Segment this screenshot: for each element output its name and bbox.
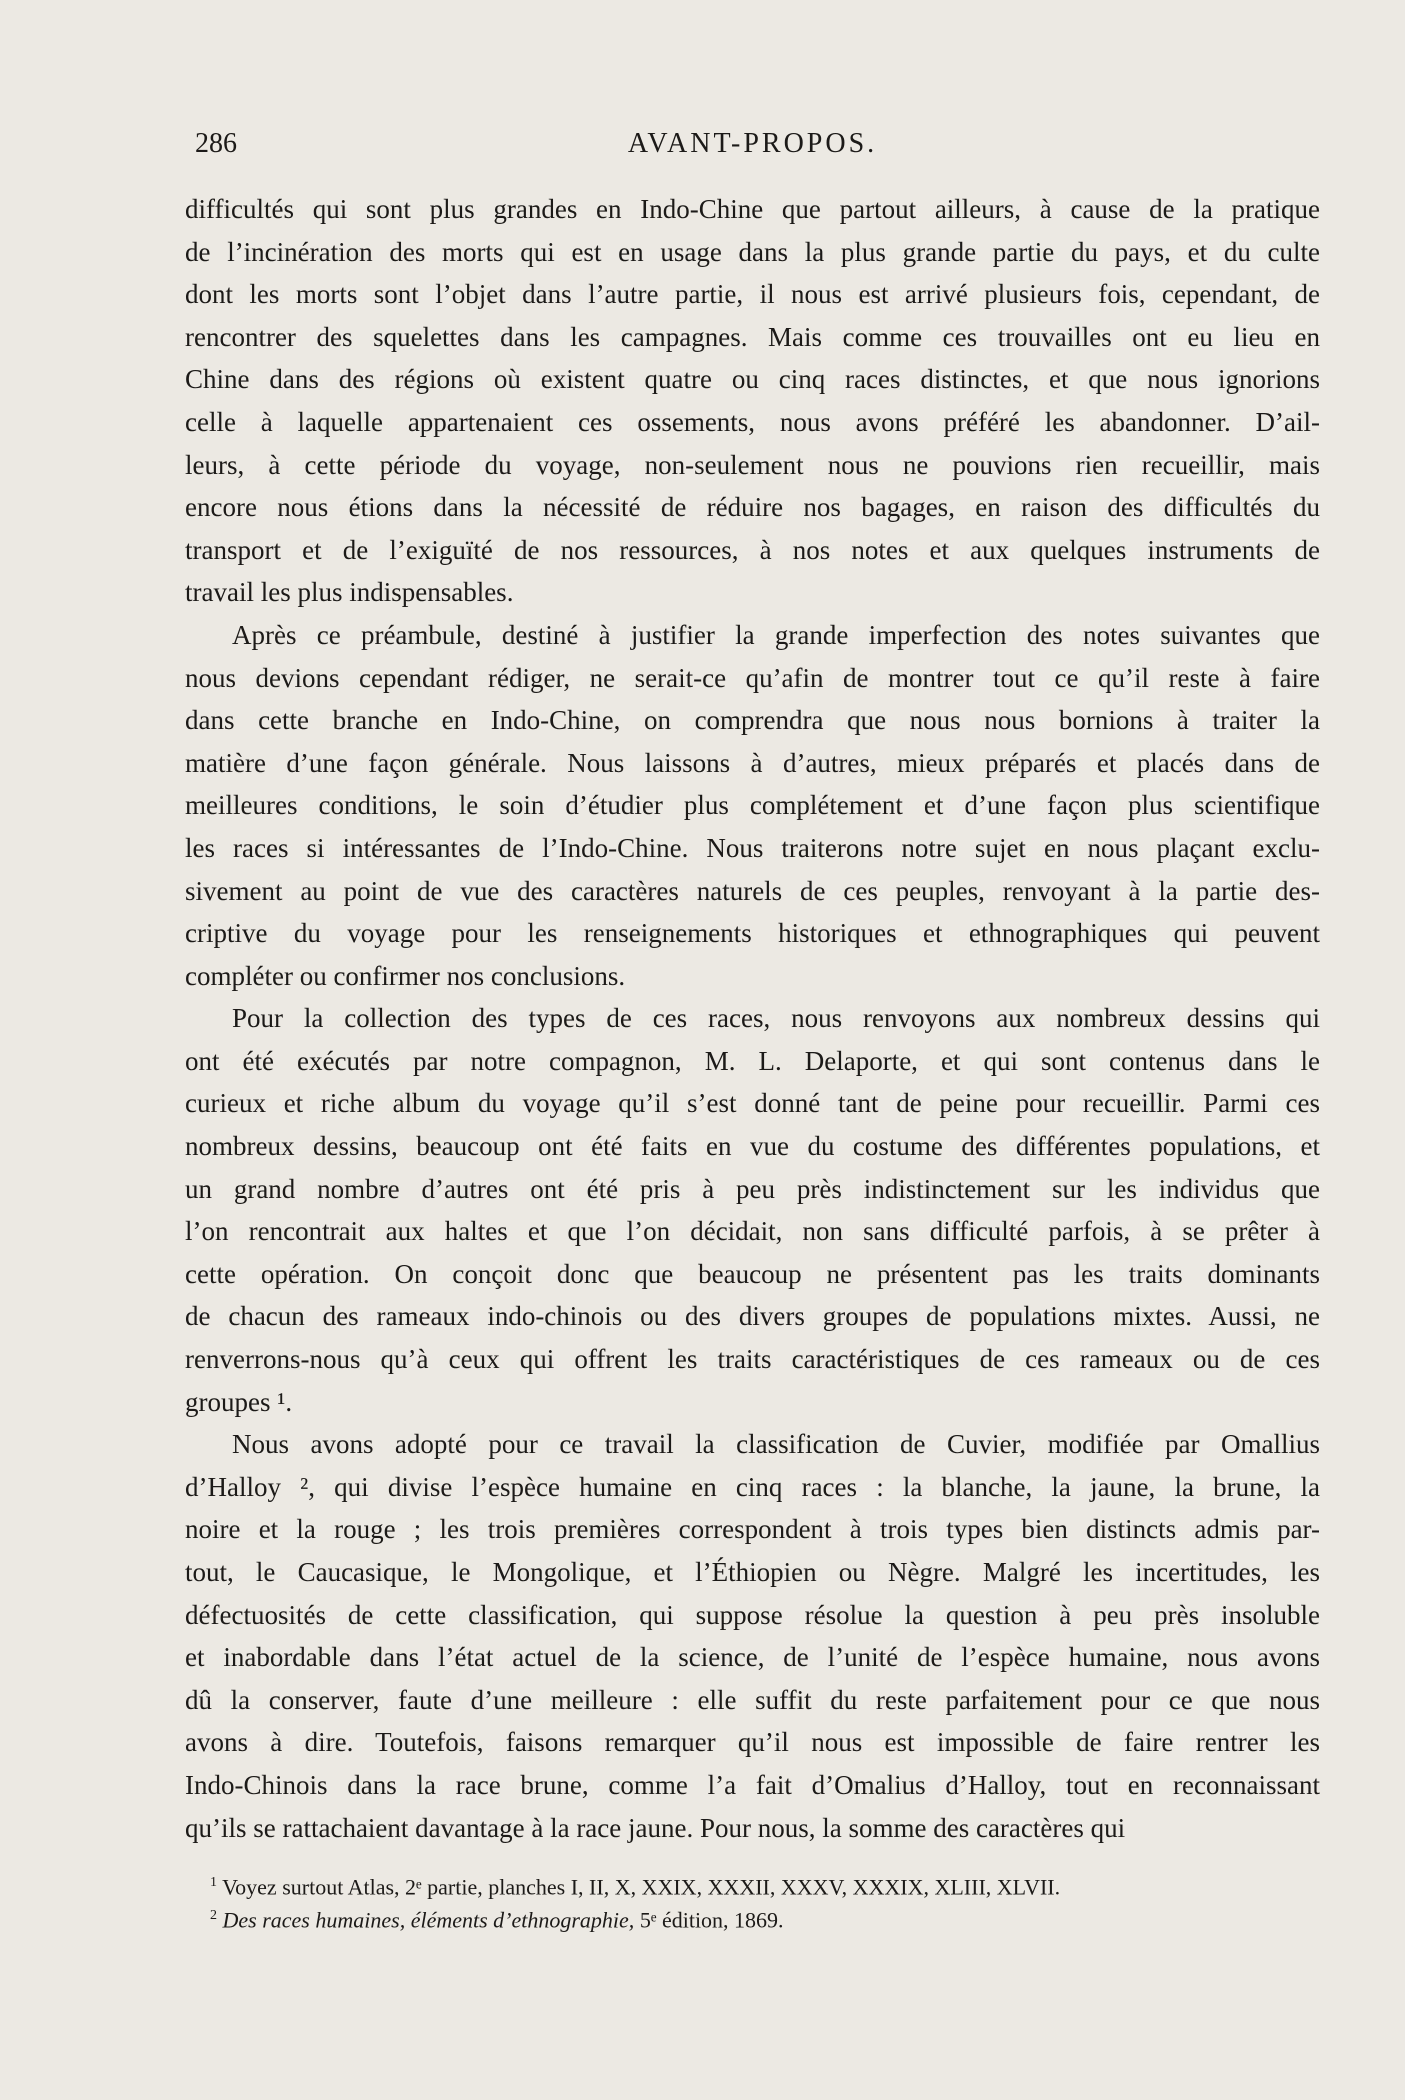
text-line: transport et de l’exiguïté de nos ressources, à nos notes et aux quelques instruments de: [185, 534, 1320, 565]
text-line: Pour la collection des types de ces races, nous renvoyons aux nombreux dessins qui: [232, 1003, 1320, 1034]
text-line: groupes ¹.: [185, 1386, 293, 1417]
text-line: Nous avons adopté pour ce travail la classification de Cuvier, modifiée par Omallius: [232, 1429, 1320, 1460]
text-line: sivement au point de vue des caractères naturels de ces peuples, renvoyant à la partie des-: [185, 875, 1320, 906]
text-line: matière d’une façon générale. Nous laissons à d’autres, mieux préparés et placés dans de: [185, 747, 1320, 778]
text-line: criptive du voyage pour les renseignements historiques et ethnographiques qui peuvent: [185, 918, 1320, 949]
text-line: Indo-Chinois dans la race brune, comme l’a fait d’Omalius d’Halloy, tout en reconnaissant: [185, 1769, 1320, 1800]
text-line: et inabordable dans l’état actuel de la science, de l’unité de l’espèce humaine, nous avons: [185, 1642, 1320, 1673]
text-line: nous devions cependant rédiger, ne serait-ce qu’afin de montrer tout ce qu’il reste à faire: [185, 662, 1320, 693]
running-head: AVANT-PROPOS.: [627, 128, 878, 159]
text-line: curieux et riche album du voyage qu’il s’est donné tant de peine pour recueillir. Parmi ces: [185, 1088, 1320, 1119]
page-header: [185, 128, 1320, 168]
text-line: avons à dire. Toutefois, faisons remarquer qu’il nous est impossible de faire rentrer les: [185, 1727, 1320, 1758]
footnote-mark: 2: [210, 1908, 217, 1923]
text-line: ont été exécutés par notre compagnon, M. L. Delaporte, et qui sont contenus dans le: [185, 1045, 1320, 1076]
text-line: difficultés qui sont plus grandes en Indo-Chine que partout ailleurs, à cause de la pratique: [185, 194, 1320, 224]
body-text: [185, 188, 1320, 1849]
footnote-title: Des races humaines, éléments d’ethnographie,: [222, 1907, 635, 1933]
text-line: rencontrer des squelettes dans les campagnes. Mais comme ces trouvailles ont eu lieu en: [185, 321, 1320, 352]
text-line: meilleures conditions, le soin d’étudier plus complétement et d’une façon plus scientifique: [185, 790, 1320, 821]
footnote-text: 5ᵉ édition, 1869.: [634, 1907, 784, 1933]
text-line: dans cette branche en Indo-Chine, on comprendra que nous nous bornions à traiter la: [185, 705, 1320, 736]
text-line: l’on rencontrait aux haltes et que l’on décidait, non sans difficulté parfois, à se prêter à: [185, 1216, 1320, 1247]
footnote-mark: 1: [210, 1875, 217, 1890]
text-line: tout, le Caucasique, le Mongolique, et l’Éthiopien ou Nègre. Malgré les incertitudes, les: [185, 1557, 1320, 1587]
text-line: un grand nombre d’autres ont été pris à peu près indistinctement sur les individus que: [185, 1173, 1320, 1204]
text-line: noire et la rouge ; les trois premières correspondent à trois types bien distincts admis par-: [185, 1514, 1320, 1545]
text-line: de l’incinération des morts qui est en usage dans la plus grande partie du pays, et du culte: [185, 236, 1320, 267]
text-line: Chine dans des régions où existent quatre ou cinq races distinctes, et que nous ignorions: [185, 364, 1320, 395]
text-line: compléter ou confirmer nos conclusions.: [185, 960, 626, 991]
text-line: cette opération. On conçoit donc que beaucoup ne présentent pas les traits dominants: [185, 1258, 1320, 1289]
text-line: celle à laquelle appartenaient ces ossements, nous avons préféré les abandonner. D’ail-: [185, 406, 1320, 437]
text-line: dû la conserver, faute d’une meilleure : elle suffit du reste parfaitement pour ce que nous: [185, 1684, 1320, 1715]
text-line: nombreux dessins, beaucoup ont été faits en vue du costume des différentes populations, et: [185, 1131, 1320, 1162]
text-line: qu’ils se rattachaient davantage à la race jaune. Pour nous, la somme des caractères qui: [185, 1812, 1126, 1843]
text-line: dont les morts sont l’objet dans l’autre partie, il nous est arrivé plusieurs fois, cependant, de: [185, 279, 1320, 310]
paragraph: [185, 997, 1320, 1423]
text-line: de chacun des rameaux indo-chinois ou des divers groupes de populations mixtes. Aussi, ne: [185, 1301, 1320, 1332]
text-line: Après ce préambule, destiné à justifier la grande imperfection des notes suivantes que: [232, 619, 1320, 650]
text-line: d’Halloy ², qui divise l’espèce humaine en cinq races : la blanche, la jaune, la brune, la: [185, 1471, 1320, 1502]
text-line: leurs, à cette période du voyage, non-seulement nous ne pouvions rien recueillir, mais: [185, 449, 1320, 480]
paragraph: [185, 1423, 1320, 1849]
paragraph: [185, 614, 1320, 997]
text-line: les races si intéressantes de l’Indo-Chine. Nous traiterons notre sujet en nous plaçant exclu-: [185, 832, 1320, 863]
text-line: encore nous étions dans la nécessité de réduire nos bagages, en raison des difficultés du: [185, 492, 1320, 523]
paragraph: [185, 188, 1320, 614]
text-line: renverrons-nous qu’à ceux qui offrent les traits caractéristiques de ces rameaux ou de ces: [185, 1344, 1320, 1375]
text-line: défectuosités de cette classification, qui suppose résolue la question à peu près insoluble: [185, 1599, 1320, 1630]
footnote-text: Voyez surtout Atlas, 2ᵉ partie, planches I, II, X, XXIX, XXXII, XXXV, XXXIX, XLIII, XLVII.: [222, 1874, 1061, 1900]
footnote-1: [210, 1866, 1320, 1903]
page-number: 286: [195, 128, 237, 159]
footnote-2: [210, 1899, 1320, 1936]
text-line: travail les plus indispensables.: [185, 577, 514, 608]
